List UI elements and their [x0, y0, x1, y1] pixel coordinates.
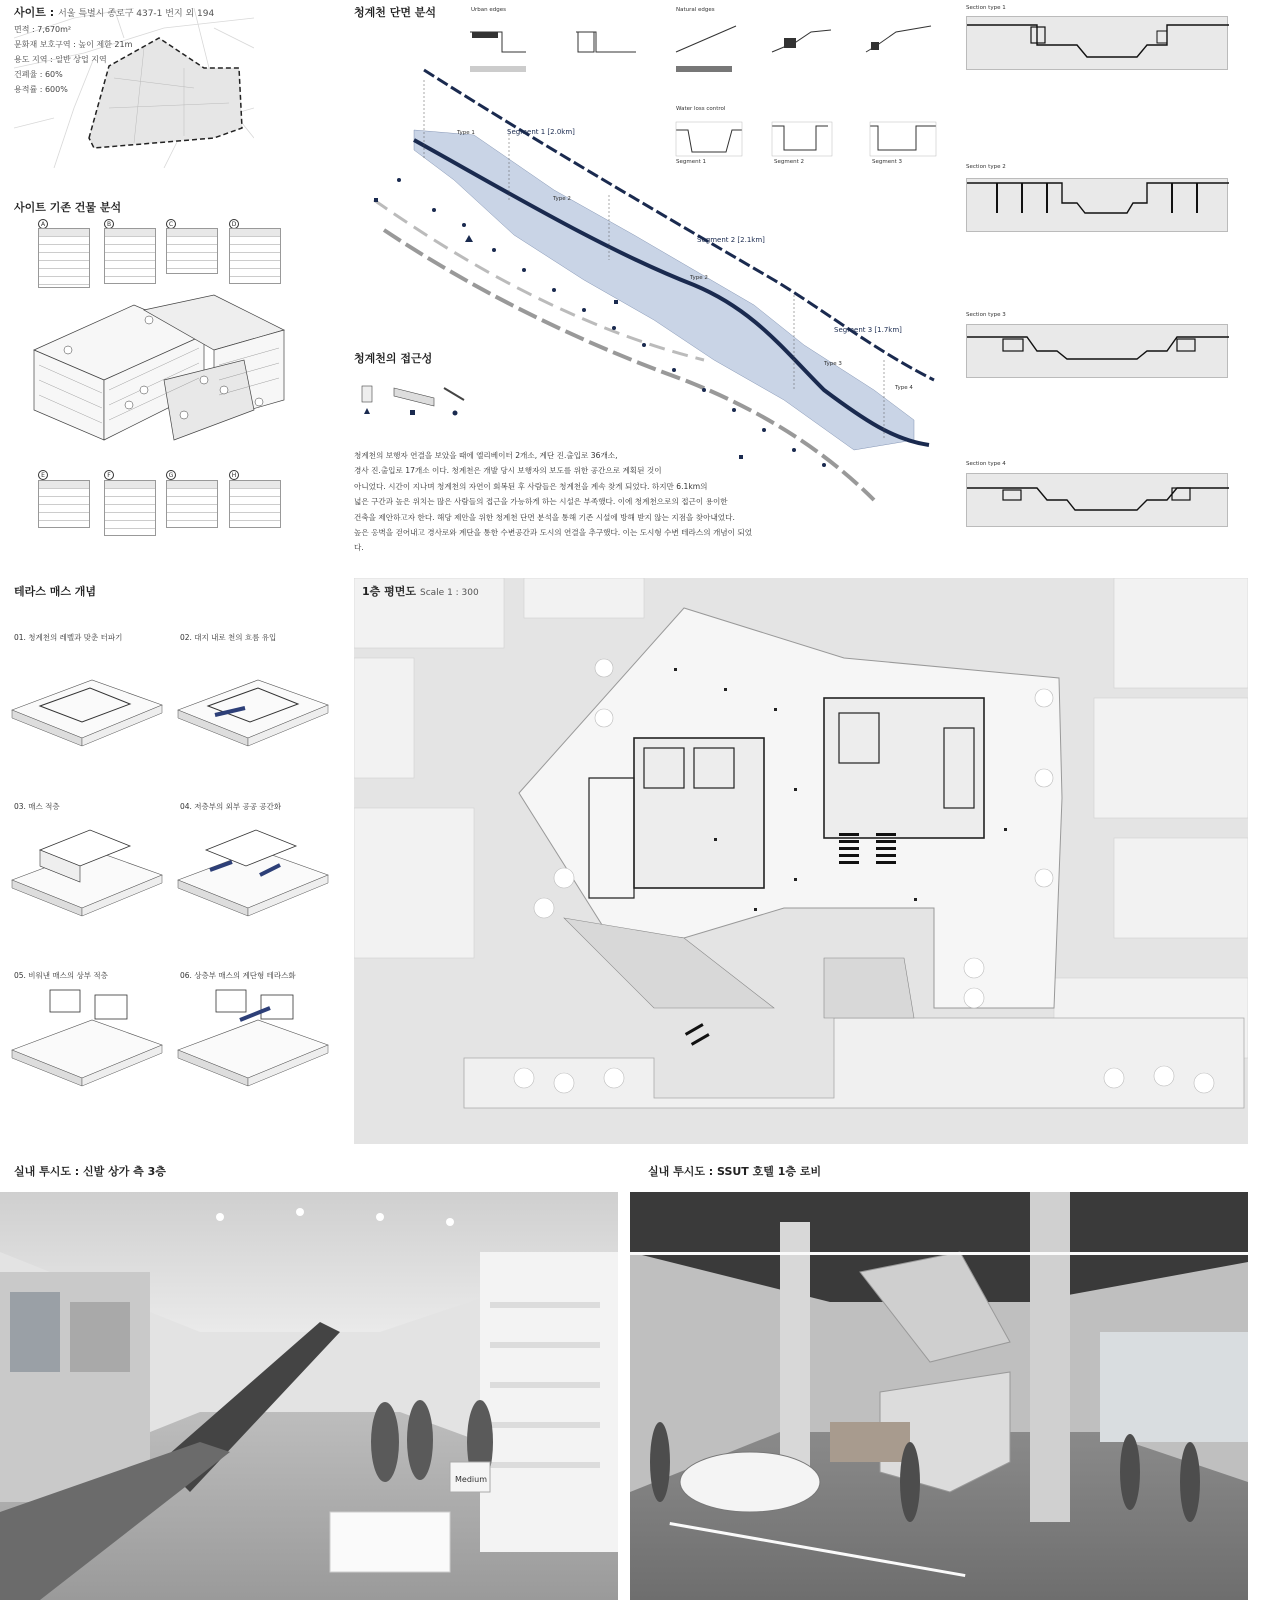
- access-title: 청계천의 접근성: [354, 352, 433, 365]
- type-2b-label: Type 2: [690, 275, 708, 281]
- tag-f: F: [104, 470, 114, 480]
- table-c: [166, 228, 218, 274]
- access-description: 청계천의 보행자 연결을 보았을 때에 엘리베이터 2개소, 계단 진.출입로 36개소, 경사 진.출입로 17개소 이다. 청계천은 개발 당시 보행자의 보도를 위한 공간으로 계획된 것이 아니었다. 시간이 지나며 청계천의 자연이 회복된 후 사람들은 청계천을 계속 찾게 되었다. 하지만 6.1km의 넓은 구간과 높은 위치는 많은 사람들의 접근을 가능하게 하는 시설은 부족했다. 이에 청계천으로의 접근이 용이한 건축을 제안하고자 한다. 해당 제안을 위한 청계천 단면 분석을 통해 기존 시설에 방해 받지 않는 지점을 찾아내었다. 높은 옹벽을 걷어내고 경사로와 계단을 통한 수변공간과 도시의 연결을 추구했다. 이는 도시형 수변 테라스의 개념이 되었다.: [354, 451, 753, 553]
- tag-c: C: [166, 219, 176, 229]
- site-info-zoning: 용도 지역 : 일반 상업 지역: [14, 55, 107, 64]
- type-2a-label: Type 2: [553, 196, 571, 202]
- concept-step-1: 01. 청계천의 레벨과 맞춘 터파기: [14, 633, 123, 642]
- type-1-label: Type 1: [457, 130, 475, 136]
- type-3-label: Type 3: [824, 361, 842, 367]
- concept-step-6: 06. 상층부 매스의 계단형 테라스화: [180, 971, 296, 980]
- concept-step-4: 04. 저층부의 외부 공공 공간화: [180, 802, 282, 811]
- site-info: [14, 22, 132, 97]
- table-a: [38, 228, 90, 288]
- tag-h: H: [229, 470, 239, 480]
- analysis-title: 사이트 기존 건물 분석: [14, 201, 122, 214]
- perspective-shoe-store: [0, 1192, 618, 1600]
- perspective-right-title: 실내 투시도 : SSUT 호텔 1층 로비: [648, 1165, 822, 1178]
- perspective-hotel-lobby: [630, 1192, 1248, 1600]
- table-e: [38, 480, 90, 528]
- segment-1-label: Segment 1 [2.0km]: [507, 128, 575, 136]
- edge-diagrams: [466, 22, 946, 162]
- water-loss-label: Water loss control: [676, 106, 726, 112]
- axonometric-drawing: [14, 290, 314, 465]
- table-g: [166, 480, 218, 528]
- table-d: [229, 228, 281, 284]
- type-4-label: Type 4: [895, 385, 913, 391]
- section-type-1-label: Section type 1: [966, 5, 1006, 11]
- access-icons: [356, 378, 466, 418]
- concept-step-2: 02. 대지 내로 천의 흐름 유입: [180, 633, 277, 642]
- control-segment-3: Segment 3: [872, 159, 902, 165]
- plan-scale: Scale 1 : 300: [420, 588, 479, 598]
- segment-2-label: Segment 2 [2.1km]: [697, 236, 765, 244]
- site-info-far: 용적률 : 600%: [14, 85, 68, 94]
- section-type-4-label: Section type 4: [966, 461, 1006, 467]
- concept-step-5: 05. 비워낸 매스의 상부 적층: [14, 971, 108, 980]
- table-f: [104, 480, 156, 536]
- site-info-area: 면적 : 7,670m²: [14, 25, 72, 34]
- table-b: [104, 228, 156, 284]
- section-type-4: [966, 473, 1228, 527]
- tag-g: G: [166, 470, 176, 480]
- site-address: 서울 특별시 종로구 437-1 번지 외 194: [58, 9, 215, 19]
- tag-e: E: [38, 470, 48, 480]
- tag-a: A: [38, 219, 48, 229]
- concept-step-3: 03. 매스 적층: [14, 802, 60, 811]
- section-type-2: [966, 178, 1228, 232]
- section-type-3-label: Section type 3: [966, 312, 1006, 318]
- site-info-coverage: 건폐율 : 60%: [14, 70, 63, 79]
- perspective-left-title: 실내 투시도 : 신발 상가 측 3층: [14, 1165, 166, 1178]
- table-h: [229, 480, 281, 528]
- river-title: 청계천 단면 분석: [354, 6, 437, 19]
- urban-edges-label: Urban edges: [471, 7, 506, 13]
- tag-b: B: [104, 219, 114, 229]
- natural-edges-label: Natural edges: [676, 7, 715, 13]
- tag-d: D: [229, 219, 239, 229]
- section-type-2-label: Section type 2: [966, 164, 1006, 170]
- concept-diagrams: [10, 660, 335, 1100]
- section-type-1: [966, 16, 1228, 70]
- control-segment-1: Segment 1: [676, 159, 706, 165]
- medium-box-text: Medium: [455, 1475, 487, 1484]
- site-info-heritage: 문화재 보호구역 : 높이 제한 21m: [14, 40, 133, 49]
- plan-title: 1층 평면도 Scale 1 : 300: [362, 585, 479, 598]
- control-segment-2: Segment 2: [774, 159, 804, 165]
- site-title: 사이트 : 서울 특별시 종로구 437-1 번지 외 194: [14, 6, 215, 19]
- segment-3-label: Segment 3 [1.7km]: [834, 326, 902, 334]
- floor-plan: [354, 578, 1248, 1144]
- section-type-3: [966, 324, 1228, 378]
- terrace-title: 테라스 매스 개념: [14, 585, 97, 598]
